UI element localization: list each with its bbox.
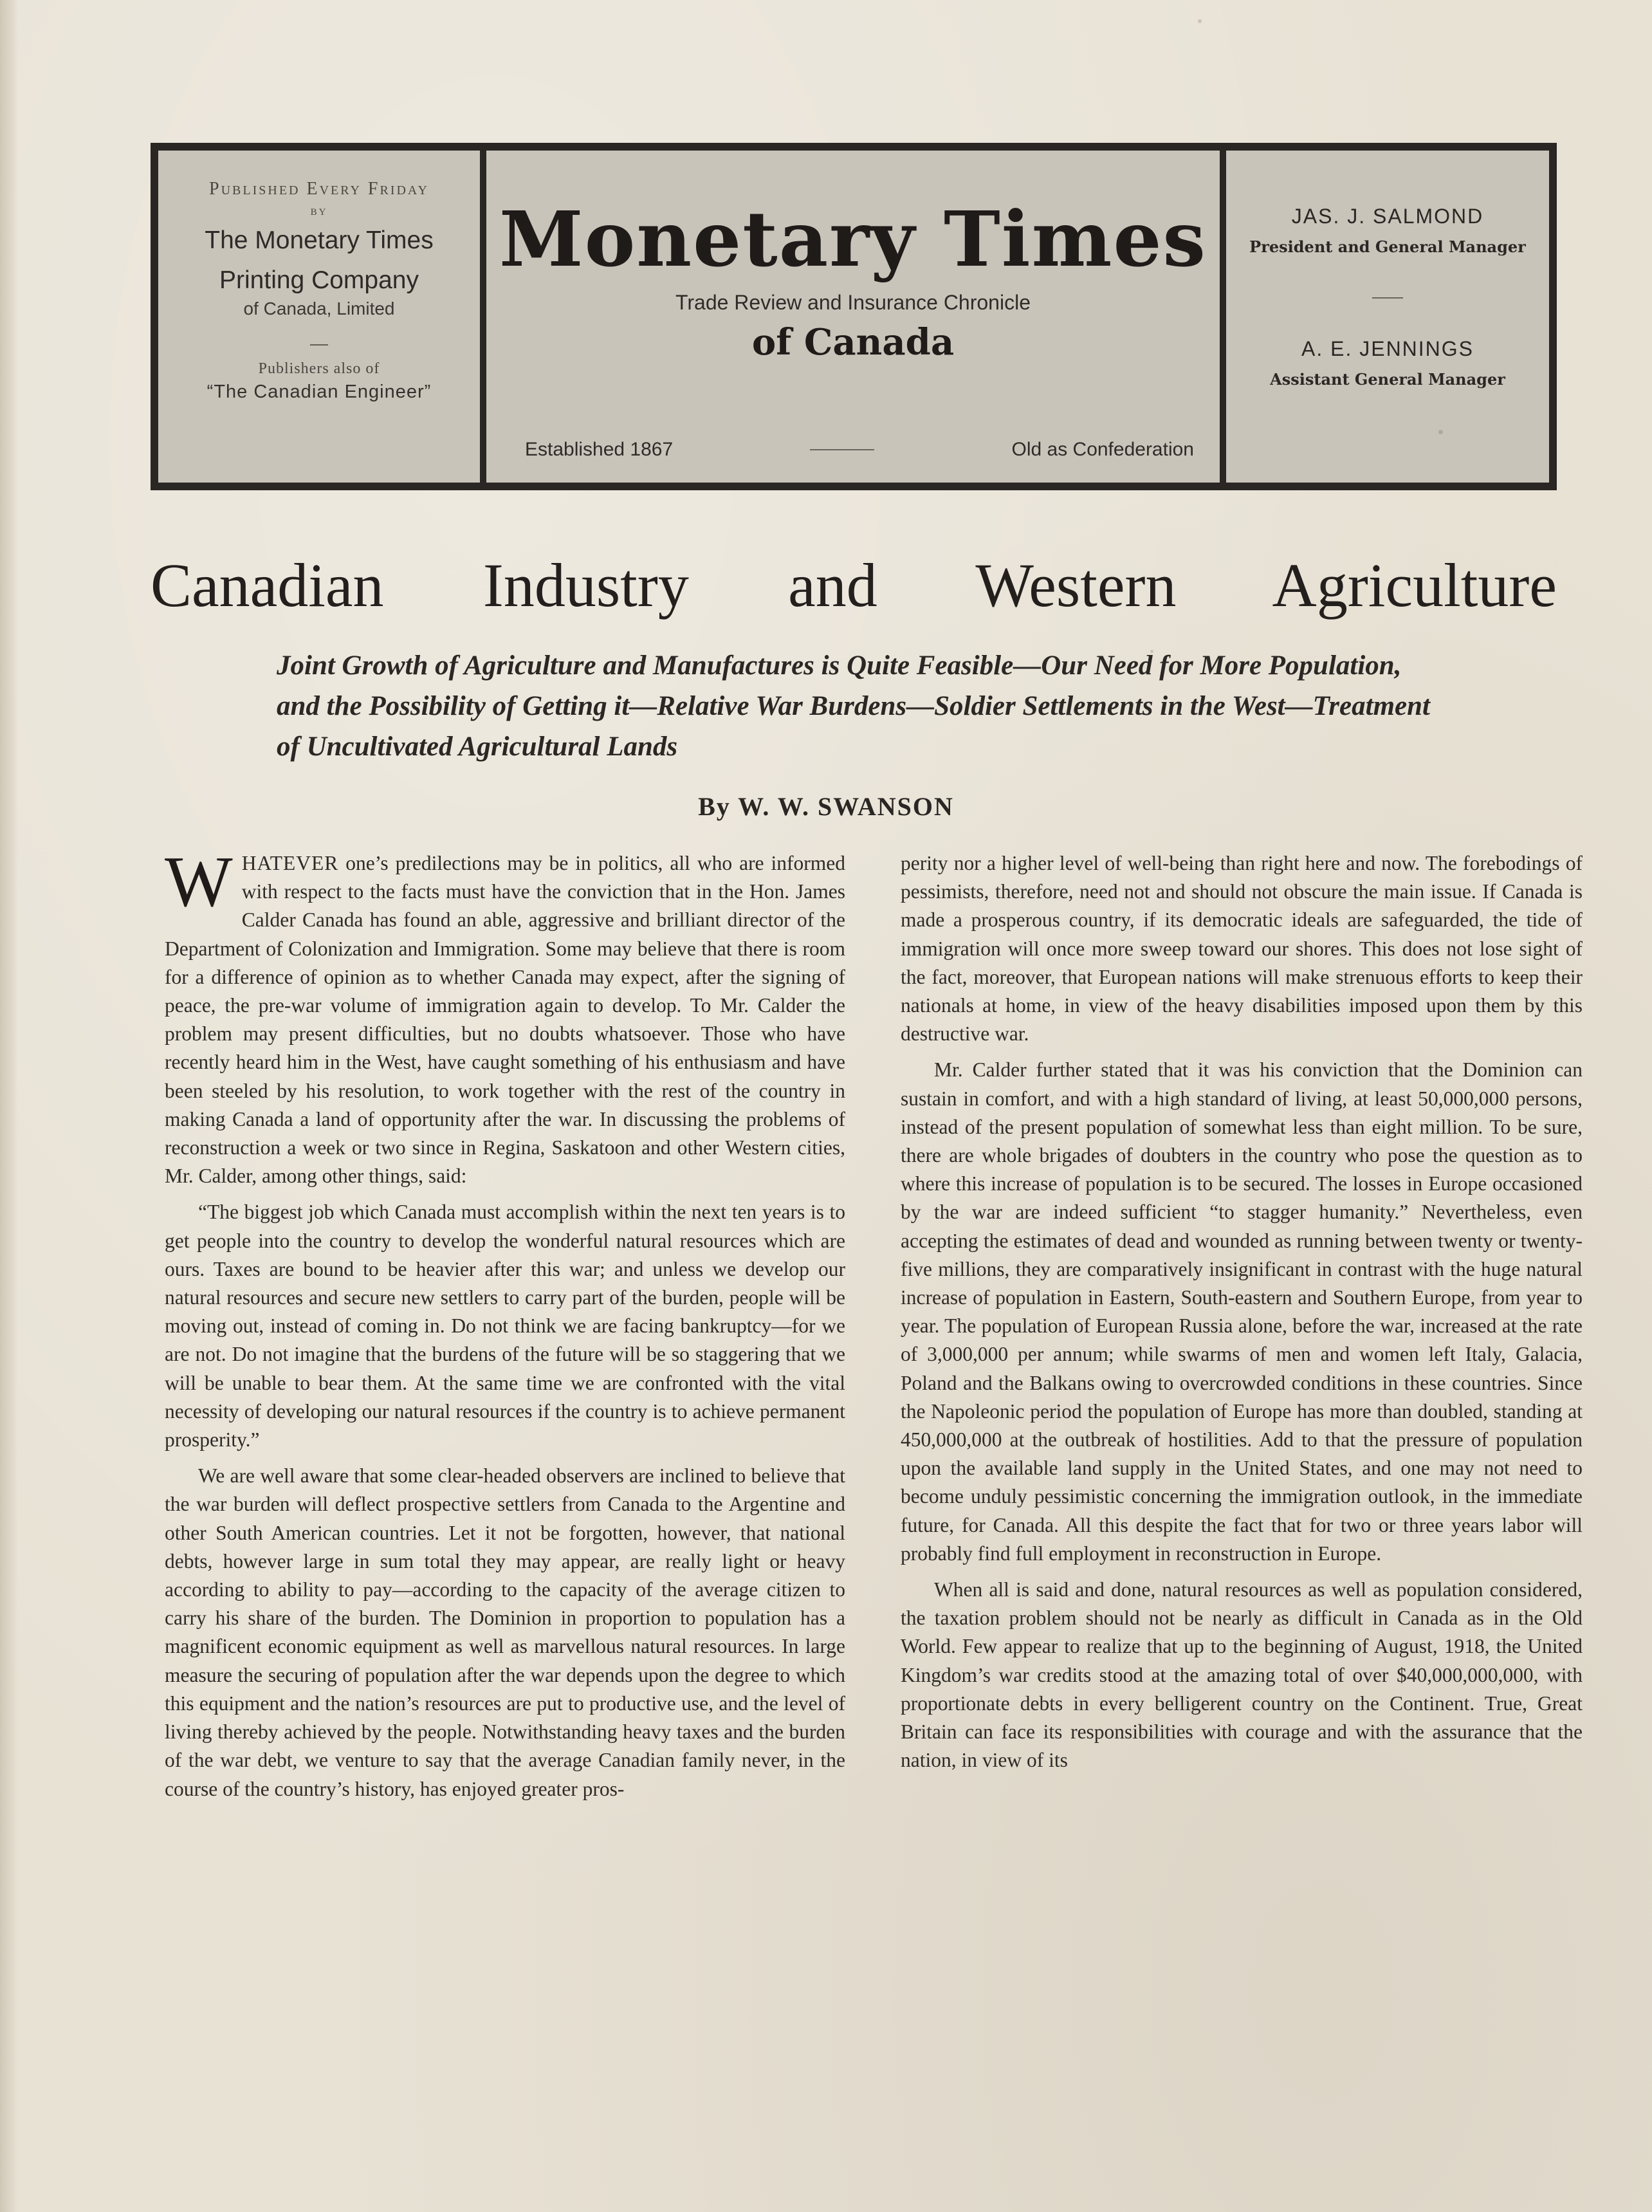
paper-speck xyxy=(1198,19,1202,23)
assistant-manager-name: A. E. JENNINGS xyxy=(1301,337,1474,360)
article-headline: Canadian Industry and Western Agriculture xyxy=(151,551,1557,620)
paper-speck xyxy=(1438,430,1443,434)
newspaper-of-canada: of Canada xyxy=(751,321,955,364)
established-year: Established 1867 xyxy=(525,439,674,460)
canadian-engineer-title: “The Canadian Engineer” xyxy=(206,382,432,402)
left-paragraph-1 xyxy=(165,842,845,1190)
published-every-friday: Published Every Friday xyxy=(209,179,429,199)
publisher-name-line3: of Canada, Limited xyxy=(243,299,395,318)
drop-cap: W xyxy=(165,842,233,922)
masthead-publisher-panel xyxy=(158,151,480,483)
masthead-inner xyxy=(158,151,1549,483)
right-paragraph-2: Mr. Calder further stated that it was his conviction that the Dominion can sustain in comfort, and with a high standard of living, at least 50,000,000 persons, instead of the present population of somewhat less than eight million. To be sure, there are whole brigades of doubters in the country who pose the question as to where this increase of population is to be secured. The losses in Europe occasioned by the war are indeed sufficient “to stagger humanity.” Nevertheless, even accepting the estimates of dead and wounded as running between twenty or twenty-five millions, they are comparatively insignificant in contrast with the huge natural increase of population in Eastern, South-eastern and Southern Europe, from year to year. The population of European Russia alone, before the war, increased at the rate of 3,000,000 per annum; while swarms of men and women left Italy, Galacia, Poland and the Balkans owing to overcrowded conditions in these countries. Since the Napoleonic period the population of Europe has more than doubled, standing at 450,000,000 at the outbreak of hostilities. Add to that the pressure of population upon the available land supply in the United States, and one may not need to become unduly pessimistic concerning the immigration outlook, in the immediate future, for Canada. All this despite the fact that for two or three years labor will probably find full employment in reconstruction in Europe. xyxy=(901,1058,1583,1565)
article-column-left xyxy=(165,842,845,1803)
article-subheading: Joint Growth of Agriculture and Manufactures is Quite Feasible—Our Need for More Population, and the Possibility of Getting it—Relative War Burdens—Soldier Settlements in the West—Treatment of Uncultivated Agricultural Lands xyxy=(277,650,1430,762)
right-paragraph-1: perity nor a higher level of well-being than right here and now. The forebodings of pessimists, therefore, need not and should not obscure the main issue. If Canada is made a prosperous country, if its democratic ideals are safeguarded, the tide of immigration will once more sweep toward our shores. This does not lose sight of the fact, moreover, that European nations will make strenuous efforts to keep their nationals at home, in view of the heavy disabilities imposed upon them by this destructive war. xyxy=(901,852,1583,1046)
left-paragraph-1-text: one’s predilections may be in politics, all who are informed with respect to the facts must have the conviction that in the Hon. James Calder Canada has found an able, aggressive and brilliant director of the Department of Colonization and Immigration. Some may believe that there is room for a difference of opinion as to whether Canada may expect, after the signing of peace, the pre-war volume of immigration again to develop. To Mr. Calder the problem may present difficulties, but no doubts whatsoever. Those who have recently heard him in the West, have caught something of his enthusiasm and have been steeled by his resolution, to work together with the rest of the country in making Canada a land of opportunity after the war. In discussing the problems of reconstruction a week or two since in Regina, Saskatoon and other Western cities, Mr. Calder, among other things, said: xyxy=(165,852,845,1188)
confederation-motto: Old as Confederation xyxy=(1011,439,1194,460)
president-title: President and General Manager xyxy=(1249,237,1526,256)
lead-word: HATEVER xyxy=(241,852,339,874)
established-row xyxy=(525,439,1194,461)
left-paragraph-3: We are well aware that some clear-headed observers are inclined to believe that the war burden will deflect prospective settlers from Canada to the Argentine and other South American countries. Let it not be forgotten, however, that national debts, however large in sum total they may appear, are really light or heavy according to ability to pay—according to the capacity of the average citizen to carry his share of the burden. The Dominion in proportion to population has a magnificent economic equipment as well as marvellous natural resources. In large measure the securing of population after the war depends upon the degree to which this equipment and the nation’s resources are put to productive use, and the level of living thereby achieved by the people. Notwithstanding heavy taxes and the burden of the war debt, we venture to say that the average Canadian family never, in the course of the country’s history, has enjoyed greater pros- xyxy=(165,1464,845,1800)
established-divider xyxy=(810,449,874,450)
president-name: JAS. J. SALMOND xyxy=(1291,205,1484,228)
article-byline: By W. W. SWANSON xyxy=(698,792,954,821)
masthead-officers-panel xyxy=(1226,151,1549,483)
masthead xyxy=(151,143,1557,490)
officers-divider xyxy=(1372,297,1403,299)
newspaper-tagline: Trade Review and Insurance Chronicle xyxy=(675,291,1031,314)
publisher-name-line2: Printing Company xyxy=(219,266,419,294)
article-column-right xyxy=(901,849,1583,1775)
assistant-manager-title: Assistant General Manager xyxy=(1270,370,1505,389)
page-binding-edge xyxy=(0,0,18,2212)
publishers-also-of: Publishers also of xyxy=(258,360,380,377)
paper-speck xyxy=(1150,650,1153,653)
published-by: by xyxy=(310,202,328,218)
right-paragraph-3: When all is said and done, natural resources as well as population considered, the taxation problem should not be nearly as difficult in Canada as in the Old World. Few appear to realize that up to the beginning of August, 1918, the United Kingdom’s war credits stood at the amazing total of over $40,000,000,000, with proportionate debts in every belligerent country on the Continent. True, Great Britain can face its responsibilities with courage and with the assurance that the nation, in view of its xyxy=(901,1578,1583,1772)
newspaper-title: Monetary Times xyxy=(499,194,1207,284)
left-paragraph-2: “The biggest job which Canada must accomplish within the next ten years is to get people into the country to develop the wonderful natural resources which are ours. Taxes are bound to be heavier after this war; and unless we develop our natural resources and secure new settlers to carry part of the burden, people will be moving out, instead of coming in. Do not think we are facing bankruptcy—for we are not. Do not imagine that the burdens of the future will be so staggering that we will be unable to bear them. At the same time we are confronted with the vital necessity of developing our natural resources if the country is to achieve permanent prosperity.” xyxy=(165,1201,845,1452)
publisher-name-line1: The Monetary Times xyxy=(205,226,434,254)
masthead-title-panel xyxy=(486,151,1220,483)
publisher-divider: — xyxy=(310,333,328,353)
